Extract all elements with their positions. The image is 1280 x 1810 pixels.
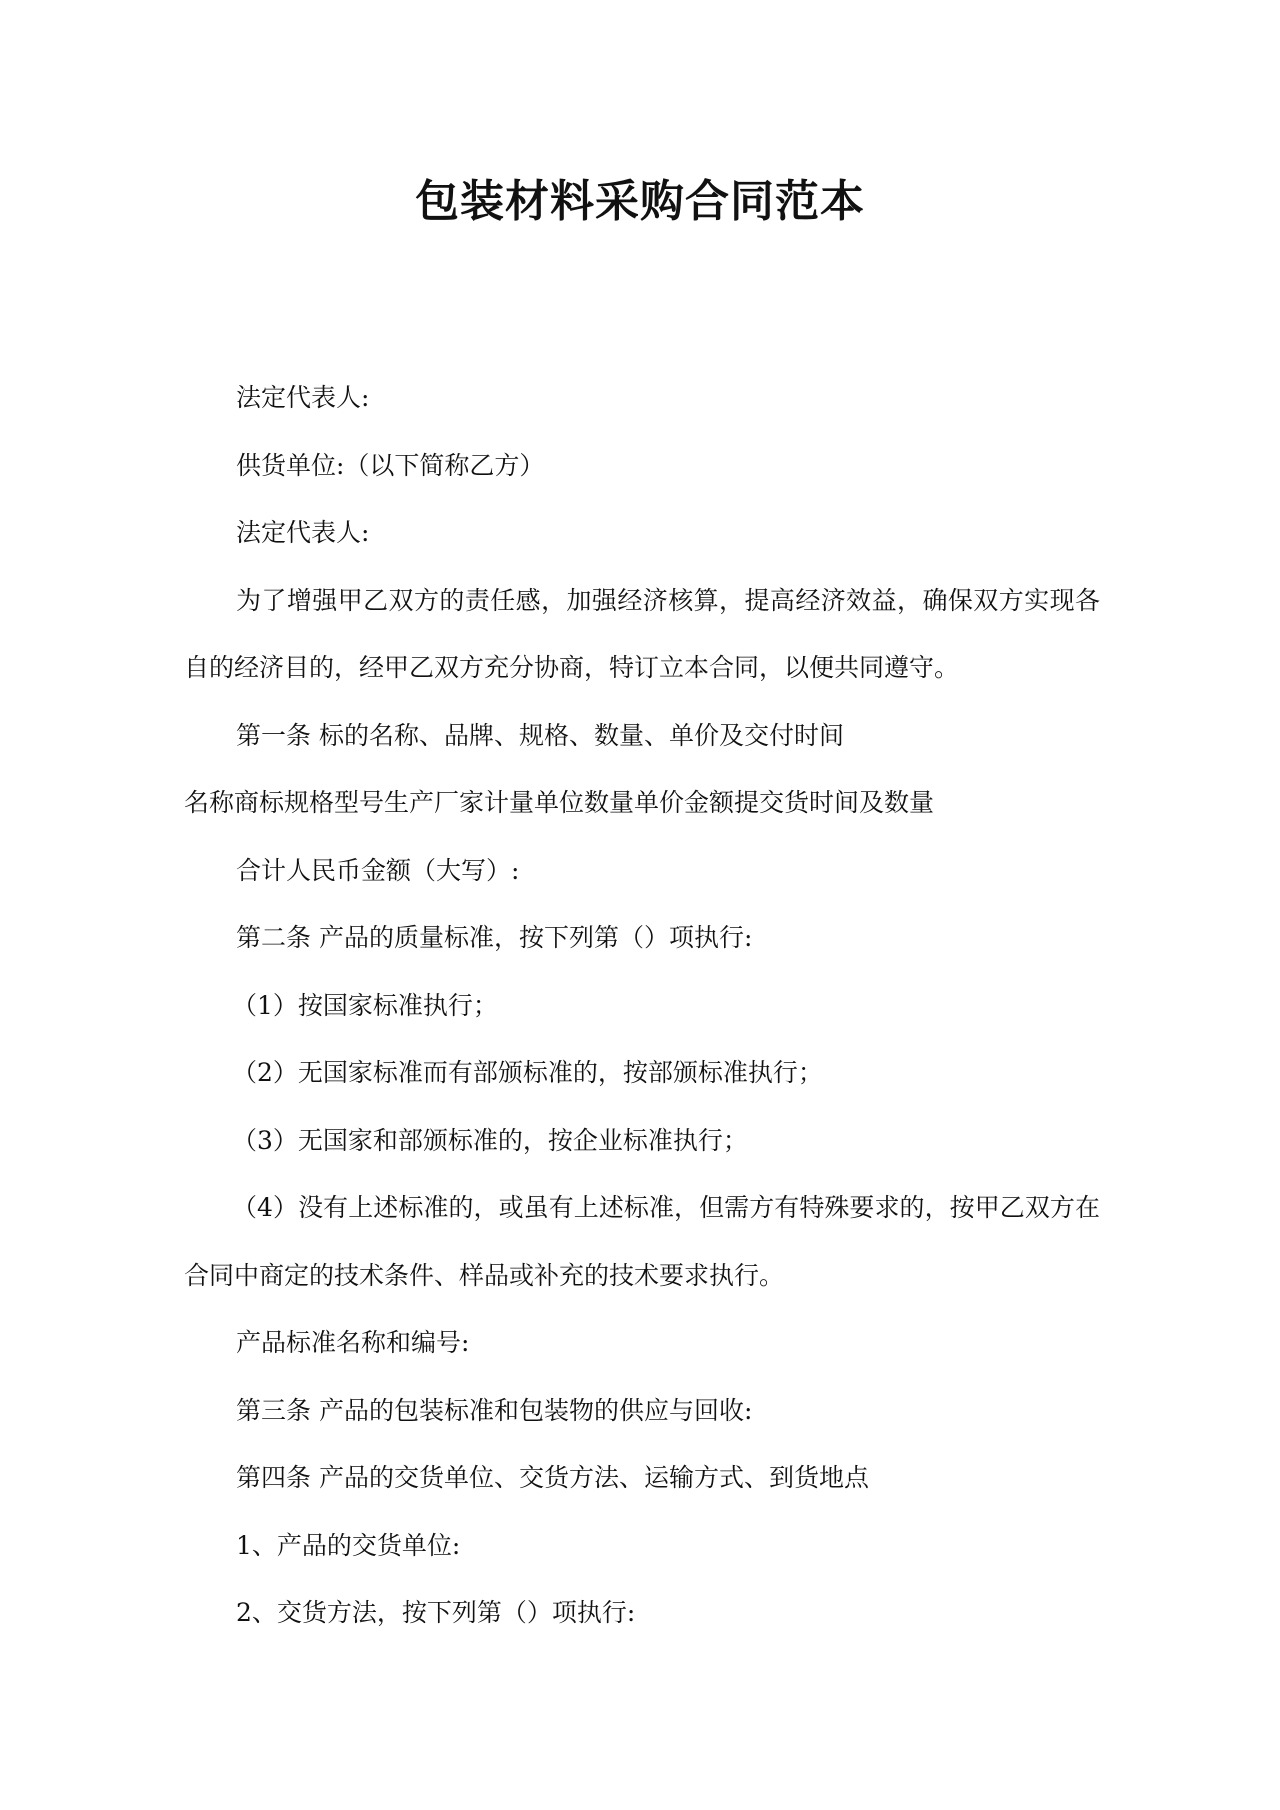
article-1-heading: 第一条 标的名称、品牌、规格、数量、单价及交付时间 — [236, 720, 844, 750]
article-4-heading: 第四条 产品的交货单位、交货方法、运输方式、到货地点 — [236, 1463, 869, 1492]
article-2-heading: 第二条 产品的质量标准，按下列第（）项执行: — [236, 923, 753, 952]
document-title: 包装材料采购合同范本 — [415, 176, 865, 227]
article-3-heading: 第三条 产品的包装标准和包装物的供应与回收: — [236, 1395, 753, 1425]
list-item-delivery-unit: 1、产品的交货单位: — [236, 1530, 461, 1560]
document-body — [184, 364, 1100, 1647]
paragraph-legal-representative-1: 法定代表人: — [236, 383, 370, 412]
paragraph-total-amount: 合计人民币金额（大写）: — [236, 855, 520, 885]
list-item-standard-2: （2）无国家标准而有部颁标准的，按部颁标准执行； — [232, 1058, 823, 1087]
paragraph-standard-name: 产品标准名称和编号: — [236, 1328, 470, 1357]
list-item-standard-3: （3）无国家和部颁标准的，按企业标准执行； — [232, 1125, 748, 1155]
paragraph-preamble: 为了增强甲乙双方的责任感，加强经济核算，提高经济效益，确保双方实现各自的经济目的，经甲乙双方充分协商，特订立本合同，以便共同遵守。 — [184, 585, 1100, 682]
paragraph-supplier: 供货单位:（以下简称乙方） — [236, 450, 545, 480]
paragraph-legal-representative-2: 法定代表人: — [236, 518, 370, 547]
list-item-standard-1: （1）按国家标准执行； — [232, 990, 498, 1020]
list-item-delivery-method: 2、交货方法，按下列第（）项执行: — [236, 1598, 636, 1627]
list-item-standard-4: （4）没有上述标准的，或虽有上述标准，但需方有特殊要求的，按甲乙双方在合同中商定的技术条件、样品或补充的技术要求执行。 — [184, 1193, 1100, 1290]
table-header-line: 名称商标规格型号生产厂家计量单位数量单价金额提交货时间及数量 — [184, 788, 935, 817]
